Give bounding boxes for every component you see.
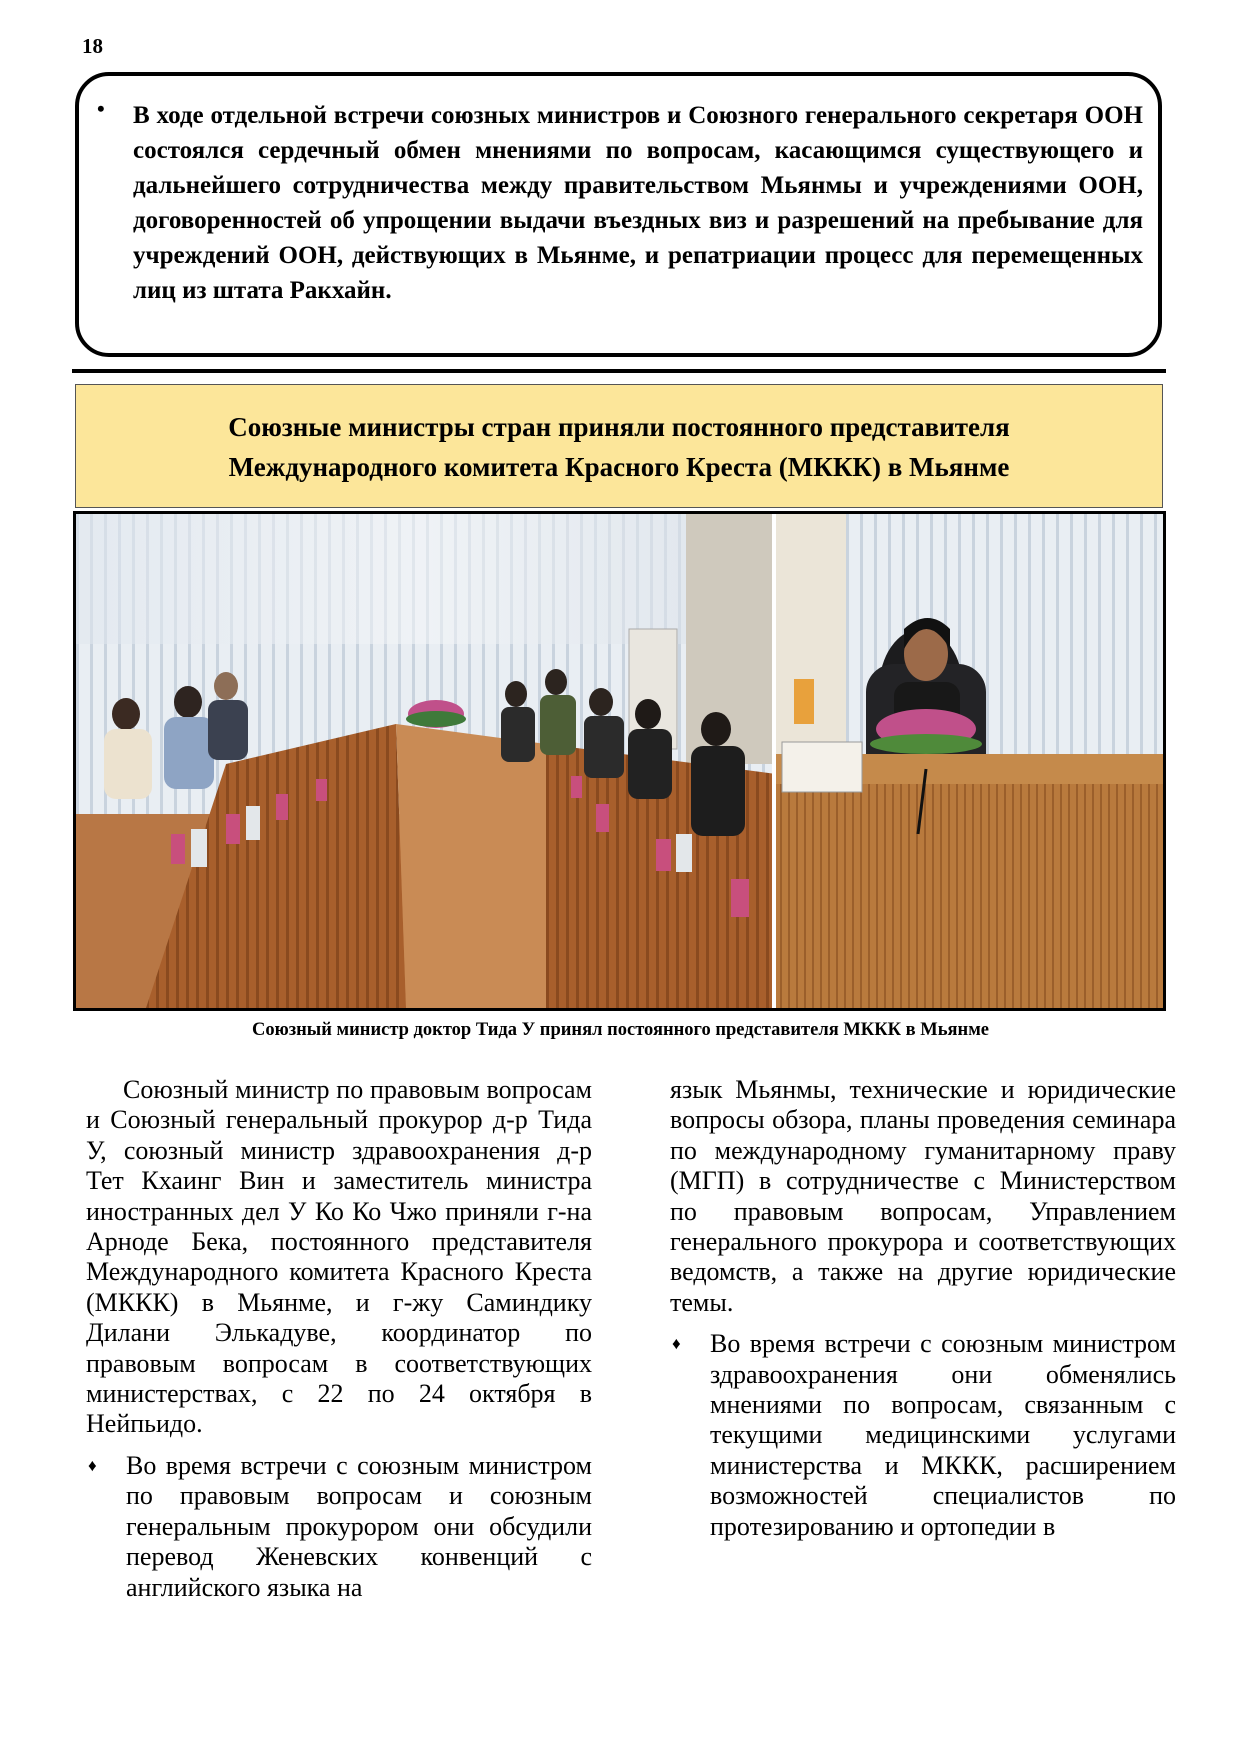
article-bullet-health — [670, 1329, 1176, 1542]
article-bullet-legal-text: Во время встречи с союзным министром по правовым вопросам и союзным генеральным прокурором они обсудили перевод Женевских конвенций с английского языка на — [126, 1450, 592, 1602]
article-continuation-paragraph: язык Мьянмы, технические и юридические вопросы обзора, планы проведения семинара по международному гуманитарному праву (МГП) в сотрудничестве с Министерством по правовым вопросам, Управлением генерального прокурора и соответствующих ведомств, а также на другие юридические темы. — [670, 1075, 1176, 1317]
section-divider — [72, 369, 1166, 373]
headline — [76, 385, 1162, 487]
article-column-left — [86, 1075, 592, 1603]
headline-line-1: Союзные министры стран приняли постоянного представителя — [228, 412, 1010, 442]
meeting-photo-illustration — [76, 514, 1163, 1008]
article-intro-paragraph: Союзный министр по правовым вопросам и Союзный генеральный прокурор д-р Тида У, союзный министр здравоохранения д-р Тет Кхаинг Вин и заместитель министра иностранных дел У Ко Ко Чжо приняли г-на Арноде Бека, постоянного представителя Международного комитета Красного Креста (МККК) в Мьянме, и г-жу Саминдику Дилани Элькадуве, координатор по правовым вопросам в соответствующих министерствах, с 22 по 24 октября в Нейпьидо. — [86, 1075, 592, 1439]
right-photo — [776, 514, 1163, 1008]
headline-box — [75, 384, 1163, 508]
left-photo — [76, 514, 776, 1008]
diamond-bullet-icon: ♦ — [672, 1334, 681, 1354]
article-column-right — [670, 1075, 1176, 1542]
article-bullet-health-text: Во время встречи с союзным министром здравоохранения они обменялись мнениями по вопросам, связанным с текущими медицинскими услугами министерства и МККК, расширением возможностей специалистов по протезированию и ортопедии в — [710, 1329, 1176, 1541]
callout-text: В ходе отдельной встречи союзных министров и Союзного генерального секретаря ООН состоялся сердечный обмен мнениями по вопросам, касающимся существующего и дальнейшего сотрудничества между правительством Мьянмы и учреждениями ООН, договоренностей об упрощении выдачи въездных виз и разрешений на пребывание для учреждений ООН, действующих в Мьянме, и репатриации процесс для перемещенных лиц из штата Ракхайн. — [133, 102, 1143, 304]
page-number: 18 — [82, 34, 103, 58]
article-bullet-legal — [86, 1451, 592, 1603]
photo-caption: Союзный министр доктор Тида У принял постоянного представителя МККК в Мьянме — [251, 1020, 990, 1040]
meeting-photo — [73, 511, 1166, 1011]
diamond-bullet-icon: ♦ — [88, 1455, 97, 1475]
callout-bullet: • — [97, 96, 105, 121]
callout-box — [75, 72, 1162, 357]
headline-line-2: Международного комитета Красного Креста (МККК) в Мьянме — [228, 452, 1010, 482]
